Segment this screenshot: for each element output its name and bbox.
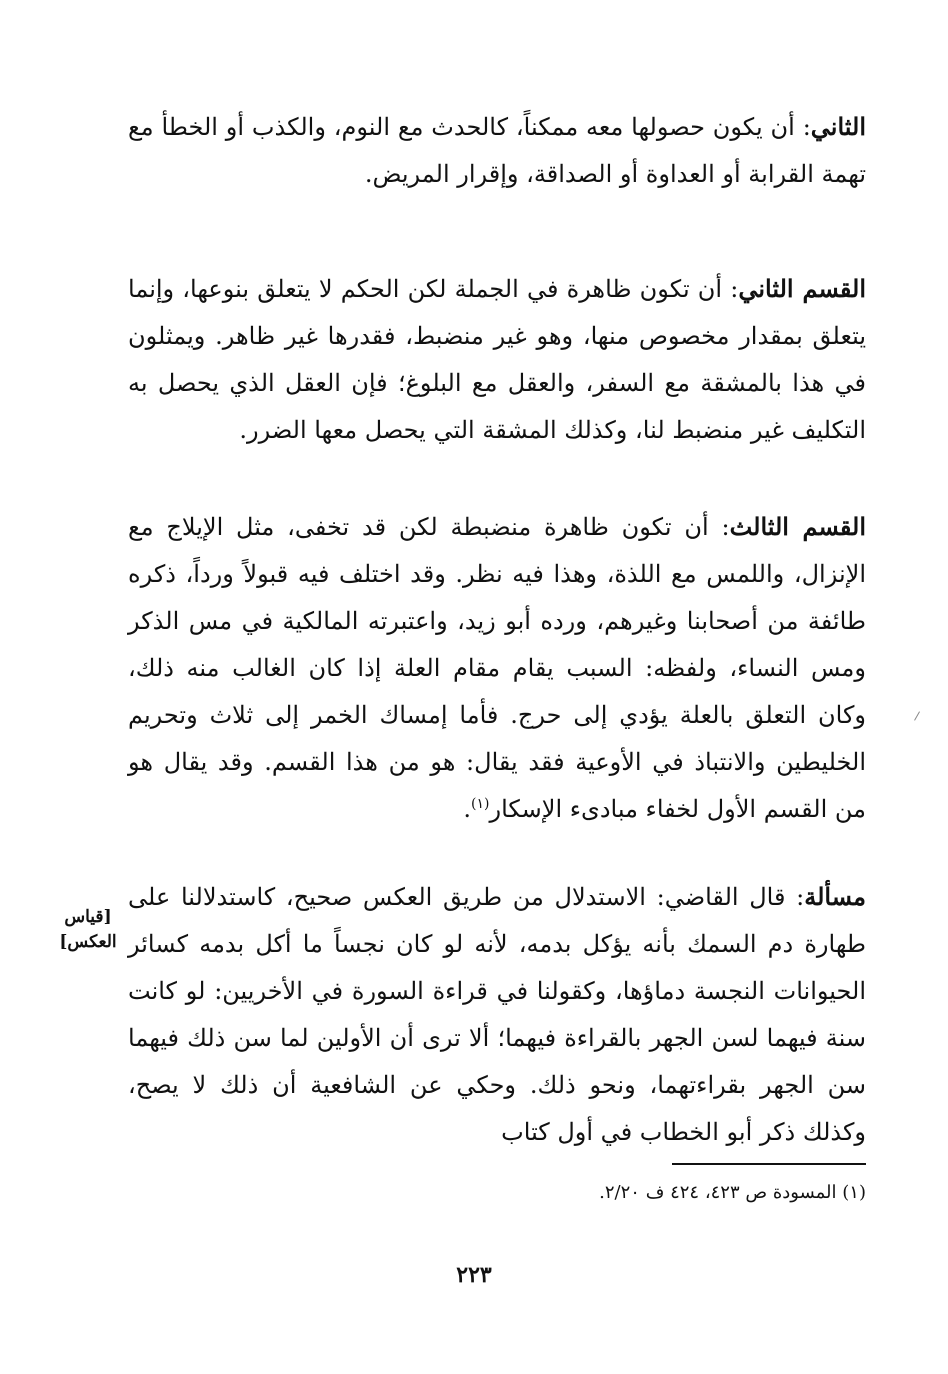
paragraph-text: : أن يكون حصولها معه ممكناً، كالحدث مع النوم، والكذب أو الخطأ مع تهمة القرابة أو العداوة أو الصداقة، وإقرار المريض. — [128, 113, 866, 188]
paragraph-text: : قال القاضي: الاستدلال من طريق العكس صحيح، كاستدلالنا على طهارة دم السمك بأنه يؤكل بدمه، لأنه لو كان نجساً ما أكل بدمه كسائر الحيوانات النجسة دماؤها، وكقولنا في قراءة السورة في الأخريين: لو كانت سنة فيهما لسن الجهر بالقراءة فيهما؛ ألا ترى أن الأولين لما سن ذلك فيهما سن الجهر بقراءتهما، ونحو ذلك. وحكي عن الشافعية أن ذلك لا يصح، وكذلك ذكر أبو الخطاب في أول كتاب — [128, 883, 866, 1146]
paragraph-second — [128, 103, 866, 198]
footnote-reference[interactable]: (١) — [471, 796, 490, 812]
paragraph-heading: الثاني — [810, 112, 866, 141]
paragraph-issue — [128, 873, 866, 1156]
footnote-divider — [672, 1163, 866, 1165]
paragraph-text: : أن تكون ظاهرة في الجملة لكن الحكم لا يتعلق بنوعها، وإنما يتعلق بمقدار مخصوص منها، وهو غير منضبط، فقدرها غير ظاهر. ويمثلون في هذا بالمشقة مع السفر، والعقل مع البلوغ؛ فإن العقل الذي يحصل به التكليف غير منضبط لنا، وكذلك المشقة التي يحصل معها الضرر. — [128, 275, 866, 444]
footnote: (١) المسودة ص ٤٢٣، ٤٢٤ ف ٢/٢٠. — [599, 1182, 866, 1203]
paragraph-section-three — [128, 503, 866, 833]
paragraph-heading: مسألة — [804, 882, 866, 911]
paragraph-heading: القسم الثاني — [738, 274, 866, 303]
scan-mark — [914, 711, 927, 724]
margin-note — [56, 905, 120, 955]
paragraph-text: : أن تكون ظاهرة منضبطة لكن قد تخفى، مثل الإيلاج مع الإنزال، واللمس مع اللذة، وهذا فيه نظر. وقد اختلف فيه قبولاً ورداً، ذكره طائفة من أصحابنا وغيرهم، ورده أبو زيد، واعتبرته المالكية في مس الذكر ومس النساء، ولفظه: السبب يقام مقام العلة إذا كان الغالب منه ذلك، وكان التعلق بالعلة يؤدي إلى حرج. فأما إمساك الخمر إلى ثلاث وتحريم الخليطين والانتباذ في الأوعية فقد يقال: هو من هذا القسم. وقد يقال هو من القسم الأول لخفاء مبادىء الإسكار — [128, 513, 866, 823]
paragraph-heading: القسم الثالث — [729, 512, 866, 541]
page-number: ٢٢٣ — [456, 1262, 492, 1288]
paragraph-section-two — [128, 265, 866, 454]
margin-note-line: العكس] — [59, 932, 117, 952]
margin-note-line: [قياس — [64, 907, 112, 927]
paragraph-end: . — [463, 795, 472, 823]
